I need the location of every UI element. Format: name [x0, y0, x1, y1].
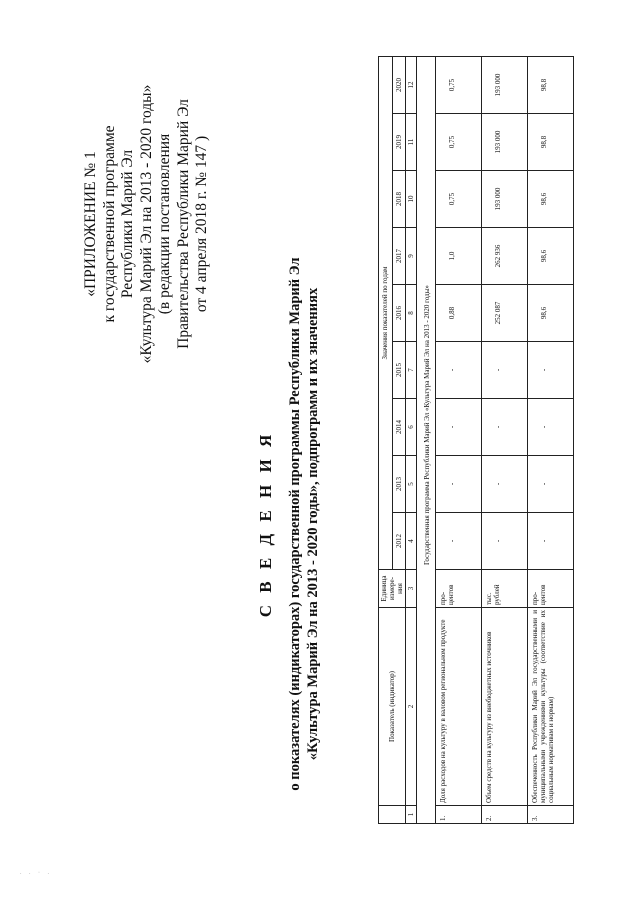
year-header: 2016 [392, 285, 406, 342]
row-value: - [528, 456, 574, 513]
column-number: 9 [406, 228, 417, 285]
row-value: 0,75 [436, 57, 482, 114]
column-number: 7 [406, 342, 417, 399]
column-number: 12 [406, 57, 417, 114]
row-value: - [528, 342, 574, 399]
row-value: - [482, 342, 528, 399]
row-number: 1. [436, 806, 482, 824]
header-indicator: Показатель (индикатор) [379, 608, 406, 806]
column-number: 5 [406, 456, 417, 513]
section-title: Государственная программа Республики Марий Эл «Культура Марий Эл на 2013 - 2020 годы» [417, 57, 436, 824]
row-indicator: Обеспеченность Республики Марий Эл государственными и муниципальными учреждениями культуры (соответствие их социальным нормативам и нормам) [528, 608, 574, 806]
row-number: 3. [528, 806, 574, 824]
row-value: 252 087 [482, 285, 528, 342]
appendix-line: Правительства Республики Марий Эл [174, 99, 192, 349]
row-value: 193 000 [482, 171, 528, 228]
header-unit: Единица измере-ния [379, 570, 406, 608]
year-header: 2018 [392, 171, 406, 228]
column-number: 6 [406, 399, 417, 456]
column-number: 3 [406, 570, 417, 608]
appendix-line: от 4 апреля 2018 г. № 147 ) [193, 135, 210, 313]
row-value: 98,6 [528, 171, 574, 228]
row-unit: про-центов [436, 570, 482, 608]
row-value: - [482, 399, 528, 456]
column-numbers-row [406, 57, 417, 824]
row-value: 1,0 [436, 228, 482, 285]
row-value: - [436, 513, 482, 570]
title-line-1: о показателях (индикаторах) государственной программы Республики Марий Эл [287, 257, 303, 791]
row-value: 0,88 [436, 285, 482, 342]
appendix-block [82, 74, 212, 374]
column-number: 1 [406, 806, 417, 824]
year-header: 2017 [392, 228, 406, 285]
title-heading: С В Е Д Е Н И Я [256, 430, 275, 618]
table-row [482, 57, 528, 824]
column-number: 4 [406, 513, 417, 570]
appendix-line: «ПРИЛОЖЕНИЕ № 1 [82, 151, 99, 297]
year-header: 2015 [392, 342, 406, 399]
row-value: - [436, 342, 482, 399]
title-line-2: «Культура Марий Эл на 2013 - 2020 годы», подпрограмм и их значениях [305, 287, 321, 761]
section-row [417, 57, 436, 824]
column-number: 10 [406, 171, 417, 228]
column-number: 8 [406, 285, 417, 342]
year-header: 2014 [392, 399, 406, 456]
row-unit: тыс. рублей [482, 570, 528, 608]
appendix-line: «Культура Марий Эл на 2013 - 2020 годы» [137, 84, 155, 364]
row-indicator: Доля расходов на культуру в валовом региональном продукте [436, 608, 482, 806]
row-value: 193 000 [482, 114, 528, 171]
row-value: 0,75 [436, 171, 482, 228]
appendix-line: Республики Марий Эл [119, 149, 136, 299]
row-value: 98,6 [528, 285, 574, 342]
appendix-line: к государственной программе [100, 125, 118, 323]
indicators-table [378, 56, 574, 824]
row-value: - [528, 399, 574, 456]
row-indicator: Объем средств на культуру из внебюджетных источников [482, 608, 528, 806]
row-value: 0,75 [436, 114, 482, 171]
row-value: - [436, 456, 482, 513]
row-value: - [528, 513, 574, 570]
header-row-1 [379, 57, 393, 824]
year-header: 2020 [392, 57, 406, 114]
row-value: 262 936 [482, 228, 528, 285]
row-number: 2. [482, 806, 528, 824]
table-row [436, 57, 482, 824]
year-header: 2012 [392, 513, 406, 570]
row-value: 98,6 [528, 228, 574, 285]
row-value: - [482, 513, 528, 570]
table-row [528, 57, 574, 824]
appendix-line: (в редакции постановления [156, 133, 173, 315]
year-header: 2013 [392, 456, 406, 513]
year-header: 2019 [392, 114, 406, 171]
header-num-cell [379, 806, 406, 824]
row-value: - [482, 456, 528, 513]
header-values-group: Значения показателей по годам [379, 57, 393, 570]
row-unit: про-центов [528, 570, 574, 608]
row-value: 193 000 [482, 57, 528, 114]
column-number: 2 [406, 608, 417, 806]
row-value: - [436, 399, 482, 456]
row-value: 98,8 [528, 57, 574, 114]
row-value: 98,8 [528, 114, 574, 171]
document-title [256, 224, 322, 824]
scan-specks: . . · . [20, 870, 52, 876]
column-number: 11 [406, 114, 417, 171]
